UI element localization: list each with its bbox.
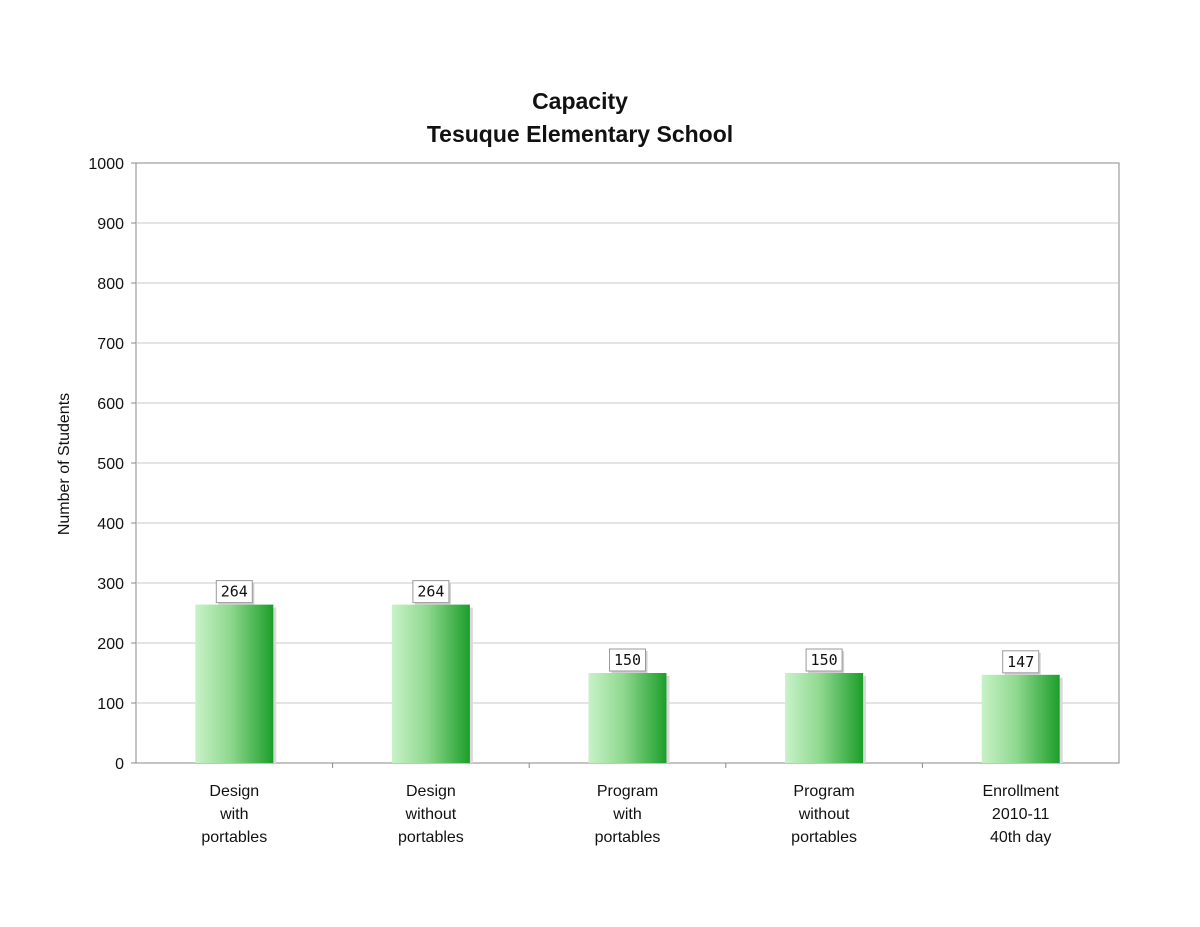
x-category-label-line: Program: [793, 783, 855, 800]
x-category-label: [595, 783, 661, 846]
data-label: 147: [1007, 652, 1035, 671]
y-tick-label: 0: [115, 756, 124, 773]
data-label: 150: [613, 651, 642, 669]
y-axis-ticks: [88, 156, 124, 773]
y-tick-label: 600: [97, 396, 124, 413]
y-tick-label: 200: [97, 636, 124, 653]
data-label: 264: [417, 582, 445, 601]
y-tick-label: 400: [97, 516, 124, 533]
x-category-label: [791, 783, 857, 846]
x-category-label-line: portables: [201, 829, 268, 846]
chart-subtitle: Tesuque Elementary School: [426, 121, 734, 147]
x-category-label-line: Enrollment: [982, 783, 1059, 800]
y-tick-label: 500: [97, 456, 124, 473]
y-tick-label: 800: [97, 276, 124, 293]
x-category-label-line: with: [613, 806, 642, 823]
bar: [589, 673, 667, 763]
bar: [785, 673, 863, 763]
y-tick-label: 300: [97, 576, 124, 593]
x-category-label-line: without: [405, 806, 457, 823]
x-category-label-line: portables: [594, 829, 661, 846]
data-label: 264: [220, 582, 248, 601]
x-category-label-line: 2010-11: [991, 806, 1050, 823]
y-tick-label: 100: [97, 696, 124, 713]
chart-title: Capacity: [532, 88, 628, 114]
bar: [392, 605, 470, 763]
x-category-label-line: with: [220, 806, 249, 823]
x-category-label: [398, 783, 464, 846]
x-category-label-line: Design: [405, 783, 456, 800]
x-category-label: [201, 783, 267, 846]
x-category-label-line: Design: [209, 783, 260, 800]
bar: [982, 675, 1060, 763]
x-category-label: [982, 783, 1059, 846]
x-category-label-line: portables: [791, 829, 858, 846]
x-category-label-line: Program: [596, 783, 659, 800]
x-axis-categories: [201, 763, 1059, 846]
bar: [195, 605, 273, 763]
x-category-label-line: 40th day: [990, 829, 1052, 846]
x-category-label-line: without: [798, 806, 850, 823]
x-category-label-line: portables: [397, 829, 464, 846]
y-axis-label: Number of Students: [56, 392, 73, 536]
data-label: 150: [810, 651, 838, 669]
y-tick-label: 700: [97, 336, 124, 353]
y-tick-label: 900: [97, 216, 124, 233]
y-tick-label: 1000: [88, 156, 124, 173]
